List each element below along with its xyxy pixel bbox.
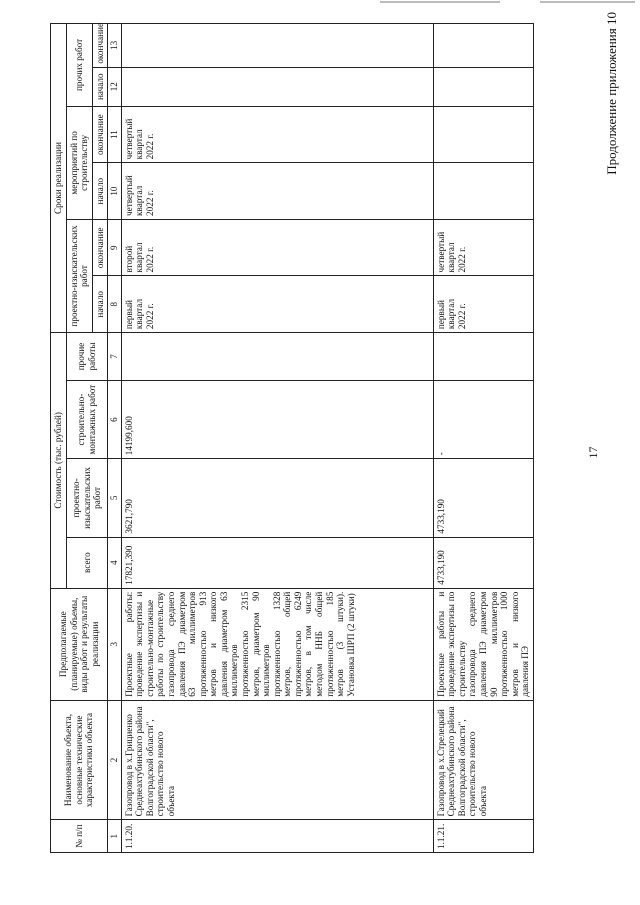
header-build-activities: мероприятий по строительству — [66, 106, 92, 219]
cost-construction: 14199,600 — [121, 380, 433, 458]
column-number: 7 — [108, 333, 121, 381]
other-start — [121, 67, 433, 106]
column-number: 1 — [108, 820, 121, 853]
column-number: 13 — [108, 24, 121, 68]
cost-other — [433, 333, 533, 381]
header-terms: Сроки реализации — [51, 24, 67, 333]
header-total: всего — [66, 537, 108, 588]
table-row — [433, 24, 533, 853]
design-end: четвертый квартал 2022 г. — [433, 219, 533, 276]
object-name: Газопровод в х.Стрелецкий Среднеахтубинского района Волгоградской области", строительство нового объекта — [433, 700, 533, 820]
other-start — [433, 67, 533, 106]
cost-other — [121, 333, 433, 381]
projects-table — [50, 23, 534, 853]
column-number: 9 — [108, 219, 121, 276]
column-numbers-row — [108, 24, 121, 853]
design-start: первый квартал 2022 г. — [121, 276, 433, 333]
header-construction: строительно-монтажных работ — [66, 380, 108, 458]
header-start: начало — [92, 276, 108, 333]
header-cost: Стоимость (тыс. рублей) — [51, 333, 67, 589]
header-other: прочие работы — [66, 333, 108, 381]
build-start: четвертый квартал 2022 г. — [121, 163, 433, 220]
row-number: 1.1.20. — [121, 820, 433, 853]
planned-works: Проектные работы и проведение экспертизы по строительству газопровода среднего давления ПЭ диаметром 90 миллиметров протяженностью 1000 метров и низкого давления ПЭ — [433, 588, 533, 700]
column-number: 3 — [108, 588, 121, 700]
header-row — [51, 24, 67, 853]
design-end: второй квартал 2022 г. — [121, 219, 433, 276]
header-survey: проектно-изыскательских работ — [66, 459, 108, 537]
header-start: начало — [92, 67, 108, 106]
build-end — [433, 106, 533, 163]
header-end: окончание — [92, 219, 108, 276]
build-start — [433, 163, 533, 220]
column-number: 11 — [108, 106, 121, 163]
column-number: 10 — [108, 163, 121, 220]
cost-construction: - — [433, 380, 533, 458]
table-row — [121, 24, 433, 853]
header-no: № п/п — [51, 820, 108, 853]
header-end: окончание — [92, 24, 108, 68]
column-number: 12 — [108, 67, 121, 106]
column-number: 5 — [108, 459, 121, 537]
other-end — [433, 24, 533, 68]
header-name: Наименование объекта, основные технические характеристики объекта — [51, 700, 108, 820]
cost-total: 17821,390 — [121, 537, 433, 588]
header-other-works: прочих работ — [66, 24, 92, 107]
column-number: 8 — [108, 276, 121, 333]
design-start: первый квартал 2022 г. — [433, 276, 533, 333]
cost-survey: 3621,790 — [121, 459, 433, 537]
header-start: начало — [92, 163, 108, 220]
header-end: окончание — [92, 106, 108, 163]
cost-total: 4733,190 — [433, 537, 533, 588]
other-end — [121, 24, 433, 68]
build-end: четвертый квартал 2022 г. — [121, 106, 433, 163]
column-number: 2 — [108, 700, 121, 820]
column-number: 4 — [108, 537, 121, 588]
object-name: Газопровод в х.Грициенко Среднеахтубинского района Волгоградской области", строительство нового объекта — [121, 700, 433, 820]
column-number: 6 — [108, 380, 121, 458]
page-number: 17 — [586, 446, 600, 459]
row-number: 1.1.21. — [433, 820, 533, 853]
cost-survey: 4733,190 — [433, 459, 533, 537]
planned-works: Проектные работы: проведение экспертизы и строительно-монтажные работы по строительству газопровода среднего давления ПЭ диаметром 63 миллиметров протяженностью 913 метров и низкого давления диаметром 63 миллиметров протяженностью 2315 метров, диаметром 90 миллиметров протяженностью 1328 метров, общей протяженностью 6249 метров, в том числе методом ННБ общей протяженностью 185 метров (3 штуки). Установка ШРП (2 штуки) — [121, 588, 433, 700]
appendix-caption: Продолжение приложения 10 — [604, 12, 619, 175]
header-design-works: проектно-изыскательских работ — [66, 219, 92, 332]
header-planned: Предполагаемые (планируемые) объемы, виды работ и результаты реализации — [51, 588, 108, 700]
